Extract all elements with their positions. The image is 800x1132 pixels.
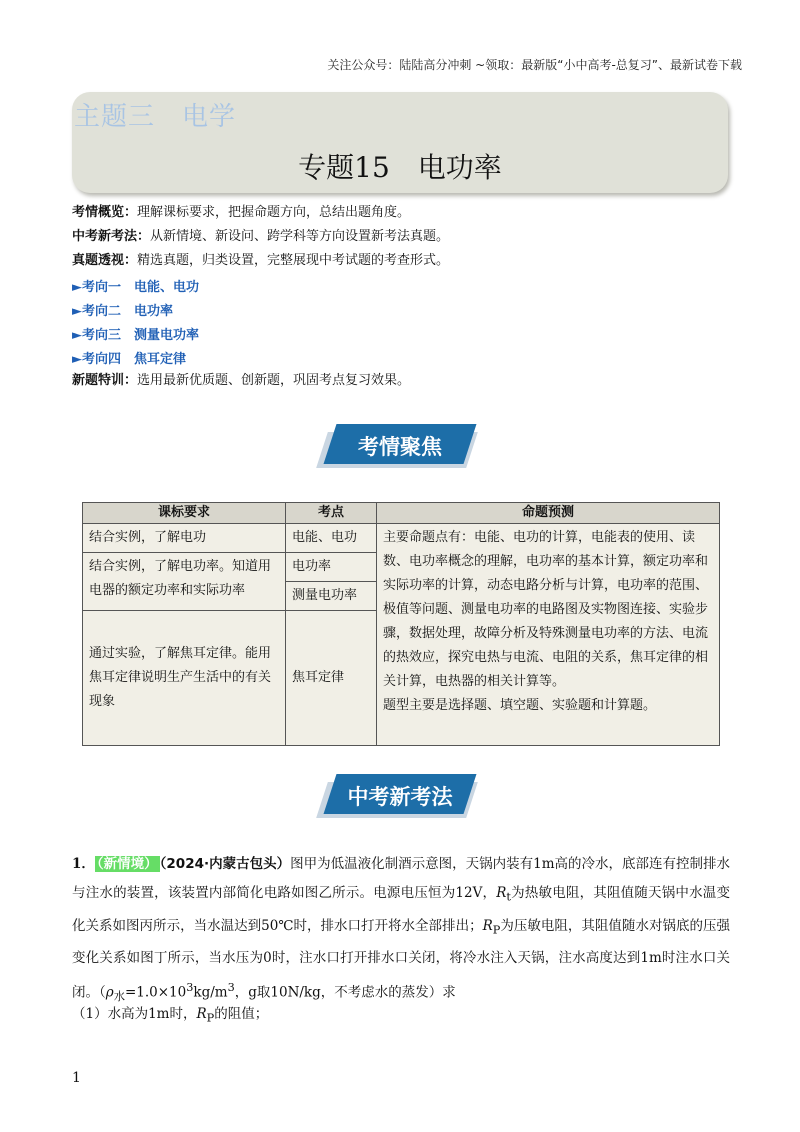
exam-table — [82, 502, 720, 746]
direction-link[interactable]: ►考向四 焦耳定律 — [72, 352, 186, 367]
page-number: 1 — [72, 1070, 81, 1086]
question-1-part-1: （1）水高为1m时，$R_P$的阻值； — [72, 1006, 269, 1025]
overview-line: 真题透视：精选真题，归类设置，完整展现中考试题的考查形式。 — [72, 253, 450, 268]
table-cell: 测量电功率 — [286, 582, 377, 611]
training-line: 新题特训：选用最新优质题、创新题，巩固考点复习效果。 — [72, 373, 411, 388]
table-header: 考点 — [286, 503, 377, 524]
table-cell: 焦耳定律 — [286, 611, 377, 746]
table-cell: 通过实验，了解焦耳定律。能用焦耳定律说明生产生活中的有关现象 — [83, 611, 286, 746]
table-cell: 电功率 — [286, 553, 377, 582]
banner-subtitle: 主题三 电学 — [74, 102, 237, 132]
direction-link[interactable]: ►考向二 电功率 — [72, 304, 173, 319]
prediction-cell: 主要命题点有：电能、电功的计算，电能表的使用、读数、电功率概念的理解，电功率的基本计算，额定功率和实际功率的计算，动态电路分析与计算，电功率的范围、极值等问题、测量电功率的电路图及实物图连接、实验步骤，数据处理，故障分析及特殊测量电功率的方法、电流的热效应，探究电热与电流、电阻的关系，焦耳定律的相关计算，电热器的相关计算等。 题型主要是选择题、填空题、实验题和计算题。 — [377, 524, 720, 746]
table-cell: 结合实例，了解电功率。知道用电器的额定功率和实际功率 — [83, 553, 286, 611]
overview-line: 中考新考法：从新情境、新设问、跨学科等方向设置新考法真题。 — [72, 229, 450, 244]
direction-link[interactable]: ►考向三 测量电功率 — [72, 328, 199, 343]
table-cell: 电能、电功 — [286, 524, 377, 553]
direction-link[interactable]: ►考向一 电能、电功 — [72, 280, 199, 295]
section-heading-focus: 考情聚焦 — [320, 424, 480, 468]
table-header: 课标要求 — [83, 503, 286, 524]
table-header: 命题预测 — [377, 503, 720, 524]
overview-line: 考情概览：理解课标要求，把握命题方向，总结出题角度。 — [72, 205, 411, 220]
question-1: 1． （新情境） （2024·内蒙古包头）图甲为低温液化制酒示意图，天锅内装有1m高的冷水，底部连有控制排水与注水的装置，该装置内部简化电路如图乙所示。电源电压恒为12V，$R_t$为热敏电阻，其阻值随天锅中水温变化关系如图丙所示，当水温达到50℃时，排水口打开将水全部排出；$R_P$为压敏电阻，其阻值随水对锅底的压强变化关系如图丁所示，当水压为0时，注水口打开排水口关闭，将冷水注入天锅，注水高度达到1m时注水口关闭。（$\rho_水=1.0\times 10^3kg/m^3$，g取10N/kg，不考虑水的蒸发）求 — [72, 856, 731, 1004]
section-heading-new-methods: 中考新考法 — [320, 774, 480, 818]
new-context-badge: （新情境） — [96, 856, 158, 872]
header-note: 关注公众号：陆陆高分冲刺 ~领取：最新版“小中高考-总复习”、最新试卷下载 — [327, 58, 742, 72]
table-cell: 结合实例，了解电功 — [83, 524, 286, 553]
page-title: 专题15 电功率 — [298, 151, 502, 184]
